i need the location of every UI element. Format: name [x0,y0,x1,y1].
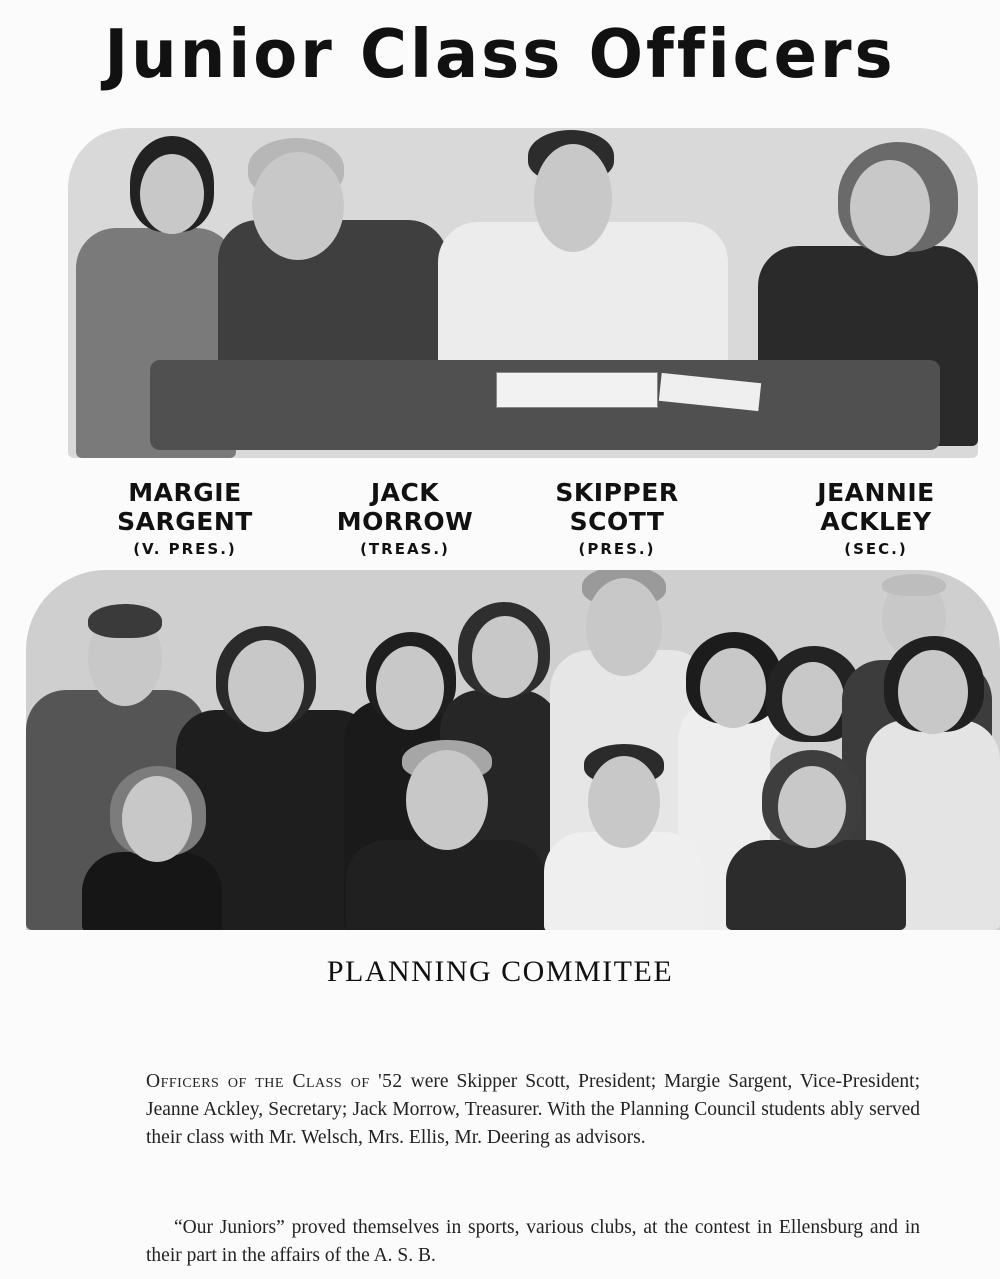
juniors-paragraph: “Our Juniors” proved themselves in sports, various clubs, at the contest in Ellensburg and in their part in the affairs of the A. S. B. [146,1216,920,1266]
officer-name: SKIPPER SCOTT [555,478,679,536]
officer-role: (V. PRES.) [133,540,237,558]
officer-name: MARGIE SARGENT [117,478,253,536]
committee-photo [26,570,1000,930]
officer-role: (PRES.) [578,540,656,558]
caption-jack [312,478,498,558]
caption-margie [70,478,300,558]
caption-jeannie [760,478,992,558]
officers-paragraph [146,1068,920,1152]
paragraph-lead: Officers of the Class of '52 [146,1070,403,1092]
officer-name: JACK MORROW [336,478,474,536]
caption-skipper [510,478,724,558]
open-book [496,372,658,408]
page-title: Junior Class Officers [104,16,896,94]
officer-name: JEANNIE ACKLEY [817,478,935,536]
officer-role: (SEC.) [844,540,908,558]
section-heading: PLANNING COMMITEE [326,955,674,988]
paragraph-body: were Skipper Scott, President; Margie Sargent, Vice-President; Jeanne Ackley, Secretary; Jack Morrow, Treasurer. With the Planning Council students ably served their class with Mr. Welsch, Mrs. Ellis, Mr. Deering as advisors. [146,1070,920,1148]
officer-role: (TREAS.) [360,540,450,558]
